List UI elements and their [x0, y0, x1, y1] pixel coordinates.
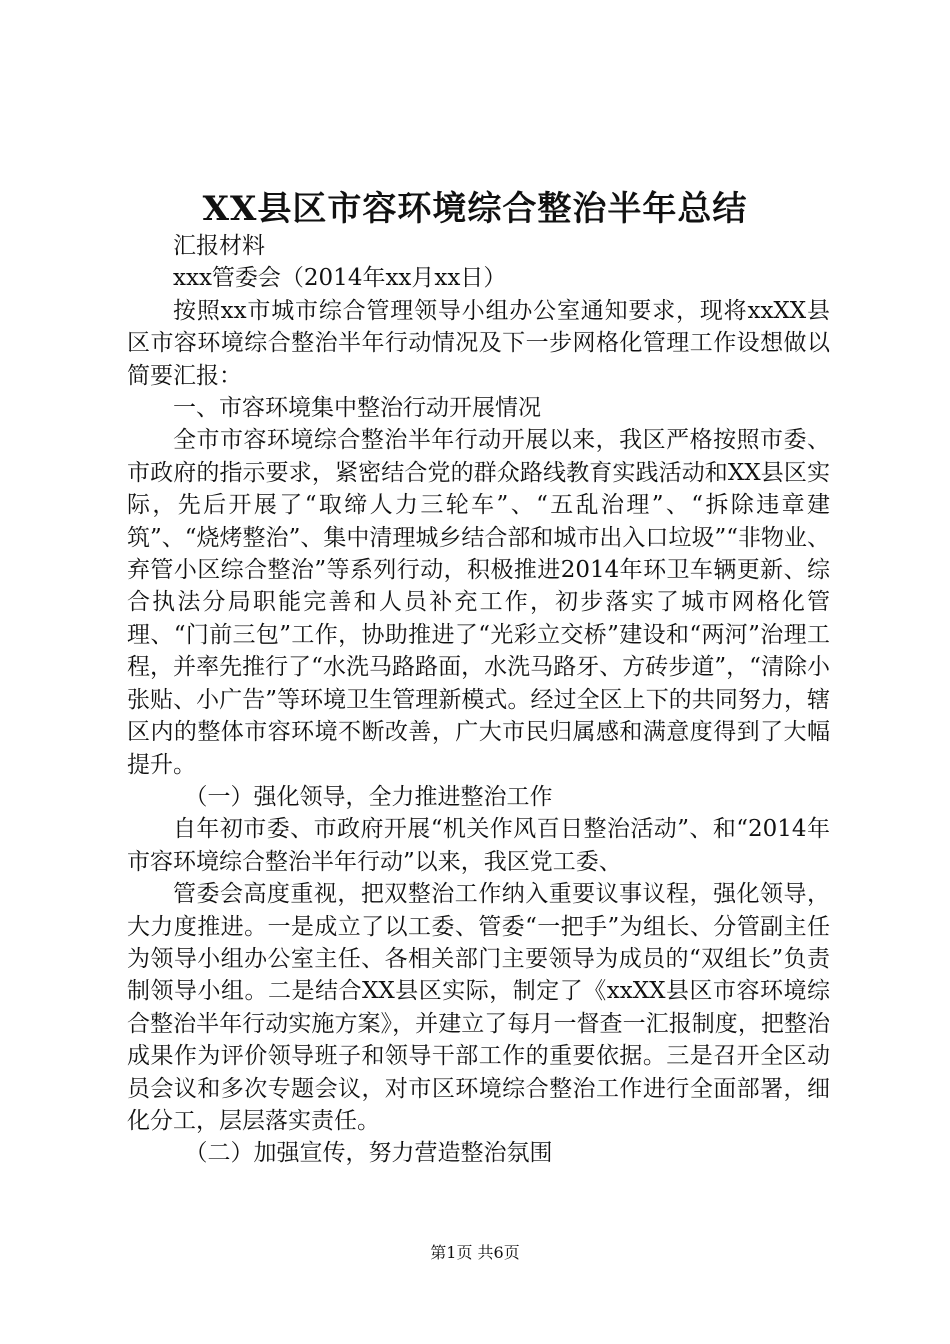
document-body [127, 230, 830, 1170]
section-1-paragraph: 全市市容环境综合整治半年行动开展以来，我区严格按照市委、市政府的指示要求，紧密结合党的群众路线教育实践活动和XX县区实际，先后开展了“取缔人力三轮车”、“五乱治理”、“拆除违章建筑”、“烧烤整治”、集中清理城乡结合部和城市出入口垃圾”“非物业、弃管小区综合整治”等系列行动，积极推进2014年环卫车辆更新、综合执法分局职能完善和人员补充工作，初步落实了城市网格化管理、“门前三包”工作，协助推进了“光彩立交桥”建设和“两河”治理工程，并率先推行了“水洗马路路面，水洗马路牙、方砖步道”，“清除小张贴、小广告”等环境卫生管理新模式。经过全区上下的共同努力，辖区内的整体市容环境不断改善，广大市民归属感和满意度得到了大幅提升。 [127, 427, 830, 778]
report-label: 汇报材料 [173, 233, 265, 259]
report-org-date: xxx管委会（2014年xx月xx日） [173, 265, 507, 292]
subsection-1-paragraph-b: 管委会高度重视，把双整治工作纳入重要议事议程，强化领导，大力度推进。一是成立了以工委、管委“一把手”为组长、分管副主任为领导小组办公室主任、各相关部门主要领导为成员的“双组长”负责制领导小组。二是结合XX县区实际，制定了《xxXX县区市容环境综合整治半年行动实施方案》，并建立了每月一督查一汇报制度，把整治成果作为评价领导班子和领导干部工作的重要依据。三是召开全区动员会议和多次专题会议，对市区环境综合整治工作进行全面部署，细化分工，层层落实责任。 [127, 881, 830, 1134]
section-heading-1: 一、市容环境集中整治行动开展情况 [173, 395, 541, 422]
page-footer: 第1页 共6页 [430, 1243, 520, 1262]
intro-paragraph: 按照xx市城市综合管理领导小组办公室通知要求，现将xxXX县区市容环境综合整治半年行动情况及下一步网格化管理工作设想做以简要汇报： [127, 297, 830, 389]
subsection-heading-2: （二）加强宣传，努力营造整治氛围 [184, 1140, 553, 1167]
document-title: XX县区市容环境综合整治半年总结 [202, 189, 748, 229]
subsection-heading-1: （一）强化领导，全力推进整治工作 [184, 783, 553, 810]
subsection-1-paragraph-a: 自年初市委、市政府开展“机关作风百日整治活动”、和“2014年市容环境综合整治半年行动”以来，我区党工委、 [127, 816, 830, 875]
